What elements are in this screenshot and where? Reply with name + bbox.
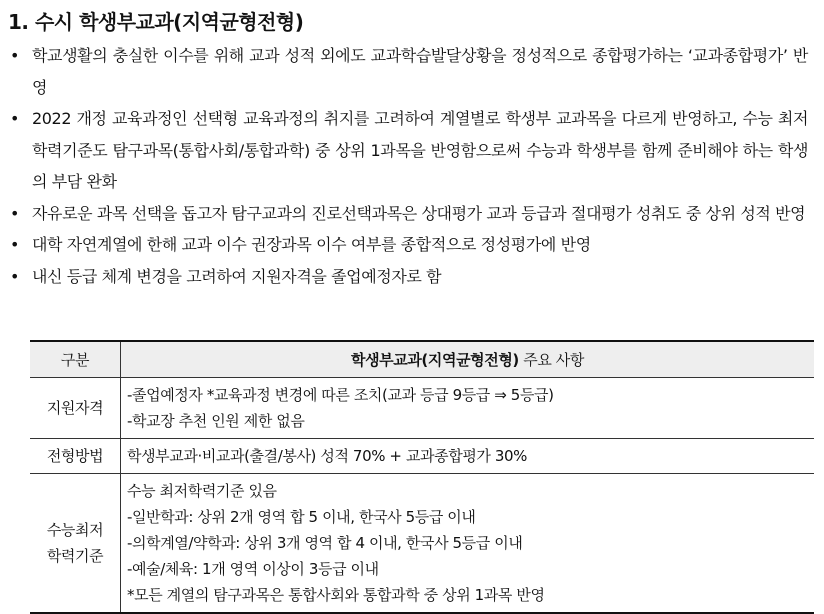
admission-summary-table [30,340,814,614]
header-main-rest: 주요 사항 [518,351,584,369]
table-header-row [30,341,814,378]
bullet-marker: • [10,203,20,223]
bullet-item [8,103,808,198]
bullet-item [8,40,808,103]
section-title: 1. 수시 학생부교과(지역균형전형) [8,10,304,34]
table-row [30,439,814,474]
row-line: -의학계열/약학과: 상위 3개 영역 합 4 이내, 한국사 5등급 이내 [127,534,523,552]
bullet-item [8,198,808,230]
bullet-text: 학교생활의 충실한 이수를 위해 교과 성적 외에도 교과학습발달상황을 정성적으로 종합평가하는 ‘교과종합평가’ 반영 [32,46,808,97]
row-label: 전형방법 [30,439,121,474]
bullet-marker: • [10,266,20,286]
row-label-line: 학력기준 [46,547,104,565]
row-label [30,474,121,614]
bullet-marker: • [10,235,20,254]
bullet-text: 내신 등급 체계 변경을 고려하여 지원자격을 졸업예정자로 함 [32,266,442,286]
bullet-item [8,261,808,293]
row-label: 지원자격 [30,378,121,439]
row-content [121,439,815,474]
bullet-item [8,229,808,261]
row-content [121,474,815,614]
summary-bullet-list [8,40,808,292]
bullet-marker: • [10,46,20,65]
bullet-text: 2022 개정 교육과정인 선택형 교육과정의 취지를 고려하여 계열별로 학생부 교과목을 다르게 반영하고, 수능 최저학력기준도 탐구과목(통합사회/통합과학) 중 상위 1과목을 반영함으로써 수능과 학생부를 함께 준비해야 하는 학생의 부담 완화 [32,109,808,191]
row-line: 학생부교과·비교과(출결/봉사) 성적 70% + 교과종합평가 30% [127,447,528,465]
row-line: -졸업예정자 *교육과정 변경에 따른 조치(교과 등급 9등급 ⇒ 5등급) [127,386,554,404]
bullet-text: 자유로운 과목 선택을 돕고자 탐구교과의 진로선택과목은 상대평가 교과 등급과 절대평가 성취도 중 상위 성적 반영 [32,203,806,223]
header-main-strong: 학생부교과(지역균형전형) [350,351,519,369]
table-row [30,378,814,439]
row-line: -학교장 추천 인원 제한 없음 [127,412,305,430]
row-line: -일반학과: 상위 2개 영역 합 5 이내, 한국사 5등급 이내 [127,508,476,526]
row-content [121,378,815,439]
row-line: -예술/체육: 1개 영역 이상이 3등급 이내 [127,560,379,578]
row-label-line: 수능최저 [46,521,104,539]
bullet-text: 대학 자연계열에 한해 교과 이수 권장과목 이수 여부를 종합적으로 정성평가에 반영 [32,235,591,254]
row-line: *모든 계열의 탐구과목은 통합사회와 통합과학 중 상위 1과목 반영 [127,586,545,604]
header-main [121,341,815,378]
header-category: 구분 [30,341,121,378]
row-line: 수능 최저학력기준 있음 [127,482,277,500]
table-row [30,474,814,614]
bullet-marker: • [10,109,20,128]
